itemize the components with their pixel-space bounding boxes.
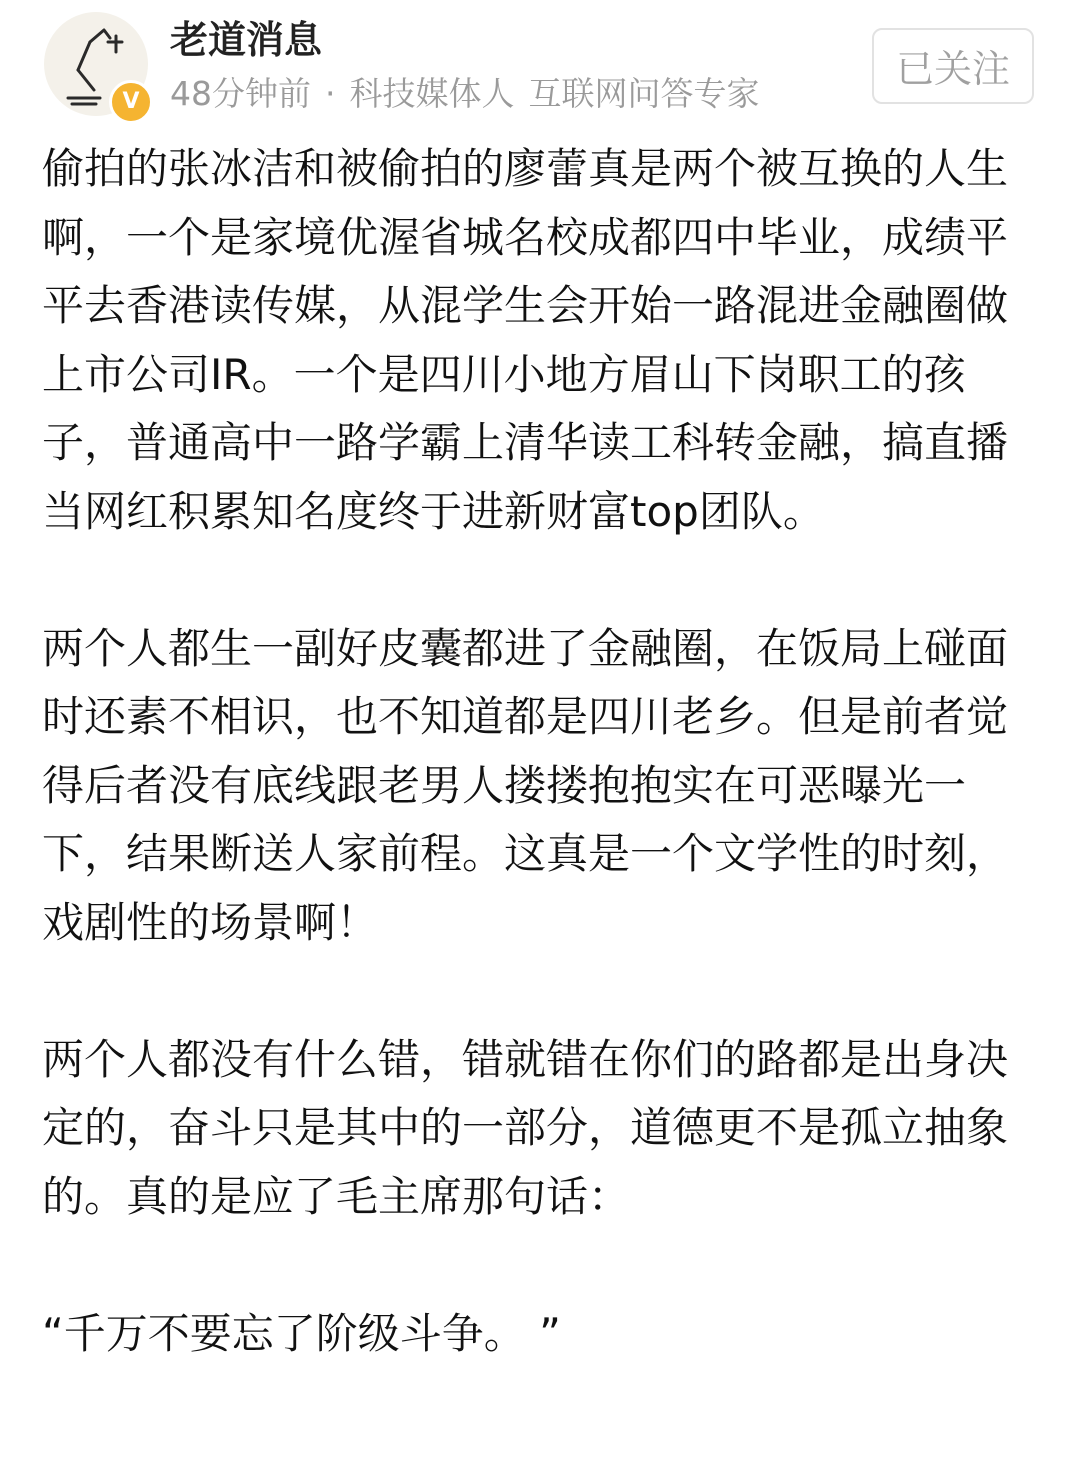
author-name[interactable]: 老道消息	[170, 18, 323, 62]
author-tag-media: 科技媒体人	[349, 74, 515, 113]
verified-badge-icon: V	[109, 80, 153, 124]
post-paragraph: 偷拍的张冰洁和被偷拍的廖蕾真是两个被互换的人生啊，一个是家境优渥省城名校成都四中毕业，成绩平平去香港读传媒，从混学生会开始一路混进金融圈做上市公司IR。一个是四川小地方眉山下岗职工的孩子，普通高中一路学霸上清华读工科转金融，搞直播当网红积累知名度终于进新财富top团队。	[42, 144, 1009, 536]
post-body	[42, 135, 1042, 1368]
post-paragraph: 两个人都没有什么错，错就错在你们的路都是出身决定的，奋斗只是其中的一部分，道德更不是孤立抽象的。真的是应了毛主席那句话：	[42, 1034, 1009, 1221]
post-meta	[170, 72, 760, 116]
author-tag-expert: 互联网问答专家	[528, 74, 760, 113]
post-header	[0, 0, 1080, 130]
post-paragraph: 两个人都生一副好皮囊都进了金融圈，在饭局上碰面时还素不相识，也不知道都是四川老乡。但是前者觉得后者没有底线跟老男人搂搂抱抱实在可恶曝光一下，结果断送人家前程。这真是一个文学性的时刻，戏剧性的场景啊！	[42, 623, 1009, 947]
follow-button[interactable]: 已关注	[872, 28, 1034, 104]
meta-separator: ·	[325, 74, 336, 113]
post-time: 48分钟前	[170, 74, 311, 113]
post-quote: “千万不要忘了阶级斗争。 ”	[42, 1308, 561, 1358]
